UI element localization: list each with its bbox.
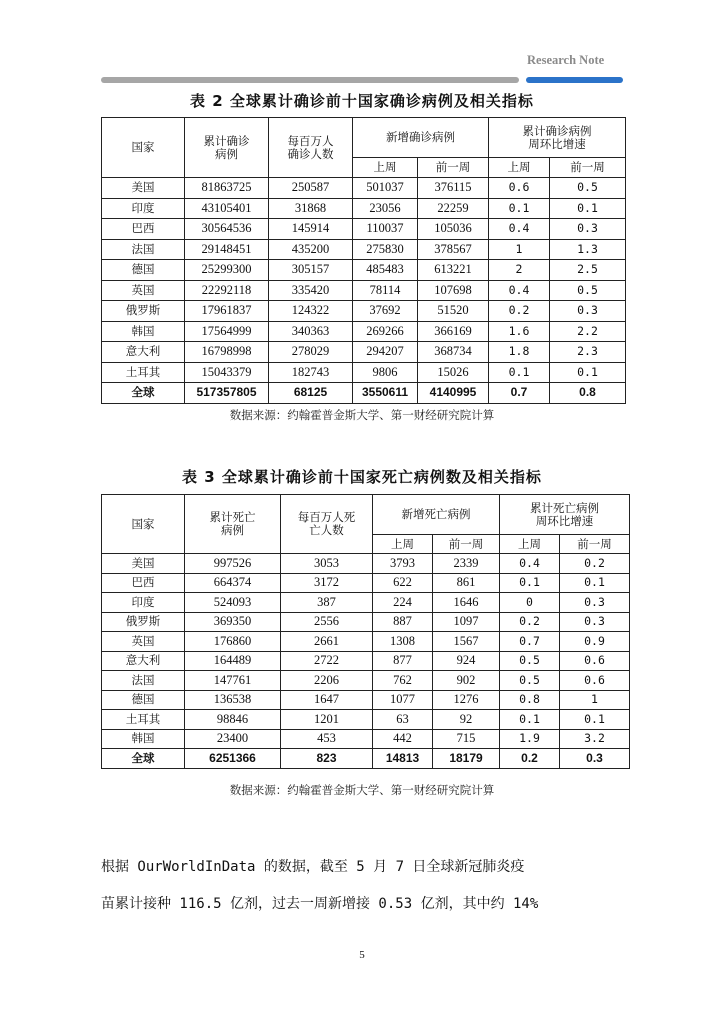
growth-last-cell: 0.2 [500, 612, 560, 632]
last-week-cell: 14813 [373, 749, 433, 769]
table-row [102, 321, 626, 342]
growth-prev-cell: 0.9 [560, 632, 630, 652]
growth-prev-cell: 0.3 [560, 593, 630, 613]
growth-last-cell: 0.7 [489, 383, 550, 404]
per-million-cell: 453 [281, 729, 373, 749]
per-million-cell: 182743 [269, 362, 353, 383]
growth-last-cell: 0.5 [500, 671, 560, 691]
table-row [102, 729, 630, 749]
table-row [102, 219, 626, 240]
growth-prev-cell: 0.3 [550, 219, 626, 240]
cumulative-cell: 524093 [185, 593, 281, 613]
table-row [102, 671, 630, 691]
cumulative-cell: 23400 [185, 729, 281, 749]
table2 [101, 117, 626, 404]
per-million-cell: 145914 [269, 219, 353, 240]
prev-week-cell: 368734 [418, 342, 489, 363]
prev-week-cell: 1646 [433, 593, 500, 613]
last-week-cell: 23056 [353, 198, 418, 219]
country-cell: 俄罗斯 [102, 612, 185, 632]
growth-prev-cell: 0.1 [560, 710, 630, 730]
last-week-cell: 63 [373, 710, 433, 730]
growth-prev-cell: 3.2 [560, 729, 630, 749]
prev-week-cell: 2339 [433, 554, 500, 574]
growth-prev-cell: 2.5 [550, 260, 626, 281]
table-total-row [102, 749, 630, 769]
last-week-cell: 78114 [353, 280, 418, 301]
growth-prev-cell: 0.1 [550, 362, 626, 383]
table3-source: 数据来源：约翰霍普金斯大学、第一财经研究院计算 [229, 783, 495, 797]
country-cell: 巴西 [102, 219, 185, 240]
per-million-cell: 124322 [269, 301, 353, 322]
per-million-cell: 31868 [269, 198, 353, 219]
prev-week-cell: 378567 [418, 239, 489, 260]
growth-last-cell: 0.4 [489, 219, 550, 240]
table-row [102, 239, 626, 260]
header-cumulative: 累计死亡 病例 [185, 495, 281, 554]
cumulative-cell: 81863725 [185, 178, 269, 199]
last-week-cell: 877 [373, 651, 433, 671]
growth-last-cell: 0.1 [489, 198, 550, 219]
cumulative-cell: 15043379 [185, 362, 269, 383]
last-week-cell: 3793 [373, 554, 433, 574]
per-million-cell: 2206 [281, 671, 373, 691]
country-cell: 韩国 [102, 729, 185, 749]
table-row [102, 342, 626, 363]
per-million-cell: 340363 [269, 321, 353, 342]
last-week-cell: 442 [373, 729, 433, 749]
last-week-cell: 294207 [353, 342, 418, 363]
country-cell: 英国 [102, 280, 185, 301]
per-million-cell: 2556 [281, 612, 373, 632]
growth-prev-cell: 0.1 [560, 573, 630, 593]
table-row [102, 710, 630, 730]
prev-week-cell: 4140995 [418, 383, 489, 404]
last-week-cell: 269266 [353, 321, 418, 342]
table-total-row [102, 383, 626, 404]
last-week-cell: 1077 [373, 690, 433, 710]
table-row [102, 554, 630, 574]
country-cell: 俄罗斯 [102, 301, 185, 322]
country-cell: 印度 [102, 198, 185, 219]
header-per-million: 每百万人死 亡人数 [281, 495, 373, 554]
prev-week-cell: 924 [433, 651, 500, 671]
table-row [102, 260, 626, 281]
growth-last-cell: 0.2 [489, 301, 550, 322]
country-cell: 法国 [102, 671, 185, 691]
per-million-cell: 305157 [269, 260, 353, 281]
table2-source: 数据来源：约翰霍普金斯大学、第一财经研究院计算 [229, 408, 495, 422]
cumulative-cell: 43105401 [185, 198, 269, 219]
cumulative-cell: 997526 [185, 554, 281, 574]
table-row [102, 690, 630, 710]
growth-prev-cell: 0.3 [550, 301, 626, 322]
table-row [102, 593, 630, 613]
growth-prev-cell: 0.3 [560, 612, 630, 632]
last-week-cell: 224 [373, 593, 433, 613]
growth-last-cell: 0.4 [500, 554, 560, 574]
cumulative-cell: 6251366 [185, 749, 281, 769]
table3-body [102, 554, 630, 769]
per-million-cell: 387 [281, 593, 373, 613]
cumulative-cell: 29148451 [185, 239, 269, 260]
header-growth-last: 上周 [489, 158, 550, 178]
cumulative-cell: 664374 [185, 573, 281, 593]
prev-week-cell: 902 [433, 671, 500, 691]
cumulative-cell: 98846 [185, 710, 281, 730]
prev-week-cell: 107698 [418, 280, 489, 301]
cumulative-cell: 25299300 [185, 260, 269, 281]
prev-week-cell: 1097 [433, 612, 500, 632]
growth-last-cell: 0.4 [489, 280, 550, 301]
last-week-cell: 275830 [353, 239, 418, 260]
per-million-cell: 2661 [281, 632, 373, 652]
last-week-cell: 501037 [353, 178, 418, 199]
country-cell: 意大利 [102, 651, 185, 671]
prev-week-cell: 715 [433, 729, 500, 749]
per-million-cell: 250587 [269, 178, 353, 199]
last-week-cell: 887 [373, 612, 433, 632]
table-row [102, 198, 626, 219]
country-cell: 法国 [102, 239, 185, 260]
header-new-cases: 新增确诊病例 [353, 118, 489, 158]
table3-title: 表 3 全球累计确诊前十国家死亡病例数及相关指标 [182, 468, 542, 486]
last-week-cell: 110037 [353, 219, 418, 240]
country-cell: 全球 [102, 383, 185, 404]
growth-prev-cell: 1.3 [550, 239, 626, 260]
cumulative-cell: 17961837 [185, 301, 269, 322]
per-million-cell: 3172 [281, 573, 373, 593]
growth-last-cell: 0.2 [500, 749, 560, 769]
table-row [102, 280, 626, 301]
table-row [102, 362, 626, 383]
prev-week-cell: 613221 [418, 260, 489, 281]
body-paragraph-line-1: 根据 OurWorldInData 的数据，截至 5 月 7 日全球新冠肺炎疫 [101, 859, 525, 875]
growth-prev-cell: 2.3 [550, 342, 626, 363]
header-last-week: 上周 [353, 158, 418, 178]
country-cell: 美国 [102, 554, 185, 574]
header-growth-prev: 前一周 [550, 158, 626, 178]
growth-last-cell: 1.6 [489, 321, 550, 342]
table-row [102, 632, 630, 652]
header-country: 国家 [102, 118, 185, 178]
growth-last-cell: 0.1 [500, 573, 560, 593]
growth-last-cell: 0.8 [500, 690, 560, 710]
per-million-cell: 435200 [269, 239, 353, 260]
country-cell: 土耳其 [102, 362, 185, 383]
header-prev-week: 前一周 [418, 158, 489, 178]
prev-week-cell: 51520 [418, 301, 489, 322]
country-cell: 德国 [102, 690, 185, 710]
country-cell: 美国 [102, 178, 185, 199]
cumulative-cell: 176860 [185, 632, 281, 652]
growth-last-cell: 0.6 [489, 178, 550, 199]
per-million-cell: 68125 [269, 383, 353, 404]
growth-last-cell: 2 [489, 260, 550, 281]
table2-title: 表 2 全球累计确诊前十国家确诊病例及相关指标 [190, 92, 534, 110]
prev-week-cell: 92 [433, 710, 500, 730]
header-growth-prev: 前一周 [560, 535, 630, 554]
cumulative-cell: 164489 [185, 651, 281, 671]
last-week-cell: 485483 [353, 260, 418, 281]
growth-last-cell: 0.1 [489, 362, 550, 383]
growth-prev-cell: 0.8 [550, 383, 626, 404]
country-cell: 巴西 [102, 573, 185, 593]
growth-last-cell: 1.8 [489, 342, 550, 363]
growth-last-cell: 0.5 [500, 651, 560, 671]
growth-prev-cell: 0.3 [560, 749, 630, 769]
prev-week-cell: 1567 [433, 632, 500, 652]
last-week-cell: 762 [373, 671, 433, 691]
page-number: 5 [359, 949, 365, 961]
prev-week-cell: 105036 [418, 219, 489, 240]
country-cell: 韩国 [102, 321, 185, 342]
table-row [102, 573, 630, 593]
header-prev-week: 前一周 [433, 535, 500, 554]
growth-last-cell: 0.1 [500, 710, 560, 730]
table-row [102, 178, 626, 199]
body-paragraph-line-2: 苗累计接种 116.5 亿剂，过去一周新增接 0.53 亿剂，其中约 14% [101, 896, 539, 912]
header-rule-blue [526, 77, 623, 83]
cumulative-cell: 147761 [185, 671, 281, 691]
country-cell: 印度 [102, 593, 185, 613]
country-cell: 全球 [102, 749, 185, 769]
prev-week-cell: 376115 [418, 178, 489, 199]
growth-last-cell: 1 [489, 239, 550, 260]
header-new-deaths: 新增死亡病例 [373, 495, 500, 535]
growth-last-cell: 1.9 [500, 729, 560, 749]
growth-last-cell: 0.7 [500, 632, 560, 652]
cumulative-cell: 17564999 [185, 321, 269, 342]
header-growth: 累计死亡病例 周环比增速 [500, 495, 630, 535]
table-row [102, 651, 630, 671]
growth-prev-cell: 0.1 [550, 198, 626, 219]
prev-week-cell: 1276 [433, 690, 500, 710]
header-country: 国家 [102, 495, 185, 554]
header-growth-last: 上周 [500, 535, 560, 554]
per-million-cell: 1201 [281, 710, 373, 730]
last-week-cell: 622 [373, 573, 433, 593]
header-growth: 累计确诊病例 周环比增速 [489, 118, 626, 158]
table-row [102, 612, 630, 632]
country-cell: 土耳其 [102, 710, 185, 730]
header-label: Research Note [527, 53, 605, 67]
cumulative-cell: 30564536 [185, 219, 269, 240]
growth-prev-cell: 0.5 [550, 178, 626, 199]
table3 [101, 494, 630, 769]
per-million-cell: 823 [281, 749, 373, 769]
growth-prev-cell: 1 [560, 690, 630, 710]
last-week-cell: 9806 [353, 362, 418, 383]
country-cell: 德国 [102, 260, 185, 281]
table-row [102, 301, 626, 322]
growth-prev-cell: 0.2 [560, 554, 630, 574]
per-million-cell: 3053 [281, 554, 373, 574]
prev-week-cell: 22259 [418, 198, 489, 219]
cumulative-cell: 517357805 [185, 383, 269, 404]
country-cell: 意大利 [102, 342, 185, 363]
per-million-cell: 1647 [281, 690, 373, 710]
growth-prev-cell: 0.6 [560, 651, 630, 671]
header-per-million: 每百万人 确诊人数 [269, 118, 353, 178]
country-cell: 英国 [102, 632, 185, 652]
last-week-cell: 3550611 [353, 383, 418, 404]
prev-week-cell: 15026 [418, 362, 489, 383]
per-million-cell: 2722 [281, 651, 373, 671]
header-cumulative: 累计确诊 病例 [185, 118, 269, 178]
prev-week-cell: 861 [433, 573, 500, 593]
table2-body [102, 178, 626, 404]
growth-prev-cell: 2.2 [550, 321, 626, 342]
cumulative-cell: 369350 [185, 612, 281, 632]
prev-week-cell: 366169 [418, 321, 489, 342]
header-rule-grey [101, 77, 519, 83]
growth-last-cell: 0 [500, 593, 560, 613]
cumulative-cell: 16798998 [185, 342, 269, 363]
cumulative-cell: 136538 [185, 690, 281, 710]
last-week-cell: 1308 [373, 632, 433, 652]
prev-week-cell: 18179 [433, 749, 500, 769]
last-week-cell: 37692 [353, 301, 418, 322]
header-last-week: 上周 [373, 535, 433, 554]
per-million-cell: 278029 [269, 342, 353, 363]
growth-prev-cell: 0.6 [560, 671, 630, 691]
per-million-cell: 335420 [269, 280, 353, 301]
cumulative-cell: 22292118 [185, 280, 269, 301]
growth-prev-cell: 0.5 [550, 280, 626, 301]
